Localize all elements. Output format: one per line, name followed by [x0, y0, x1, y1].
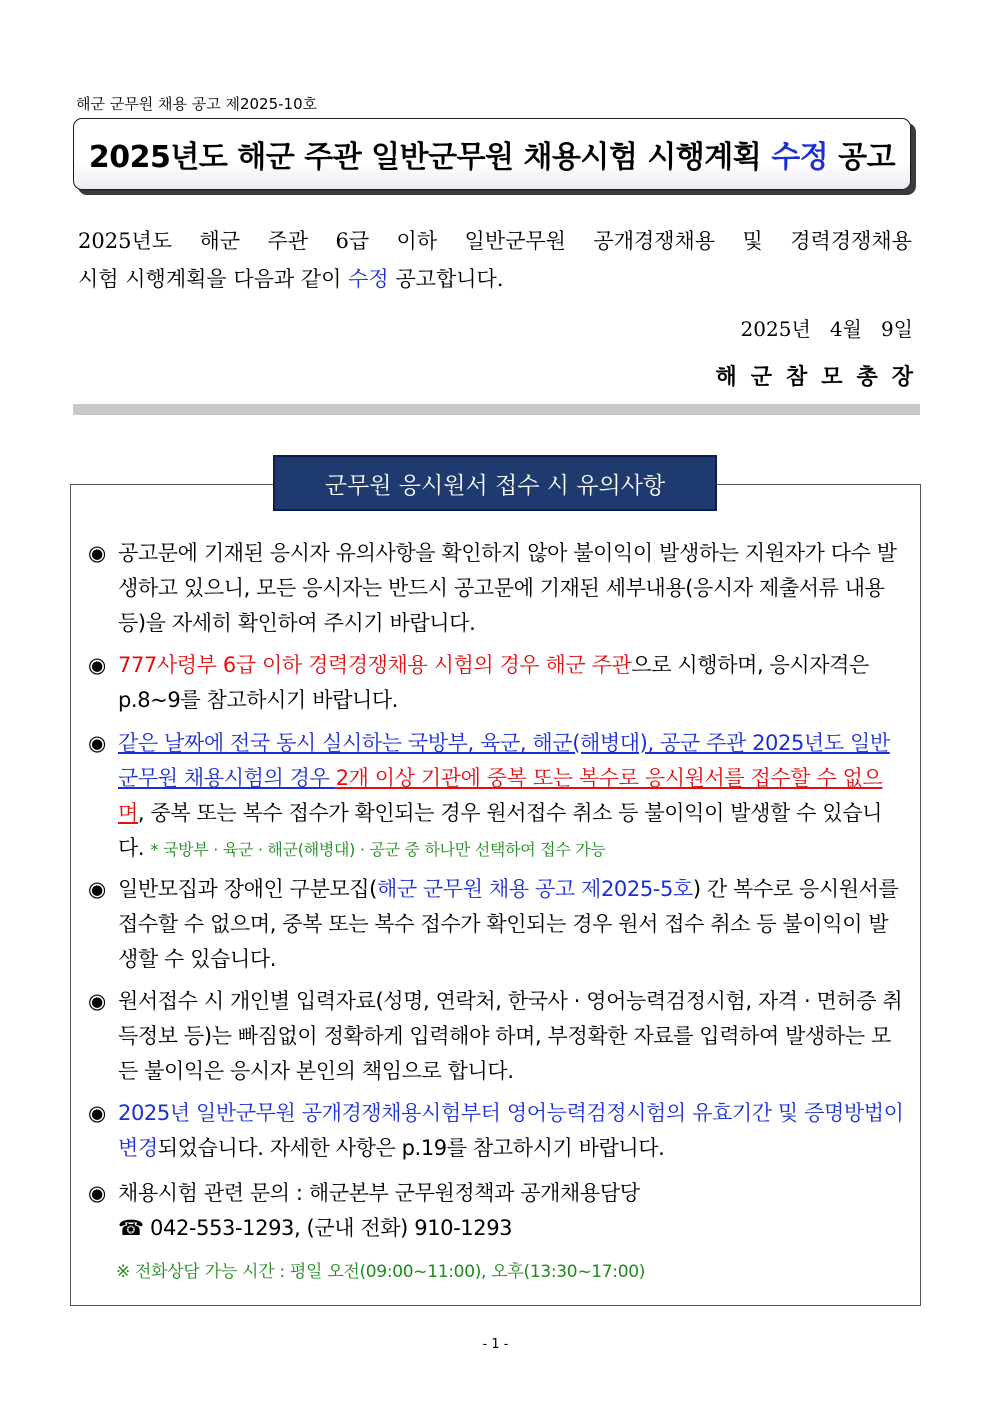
intro-line-2: 시험 시행계획을 다음과 같이 수정 공고합니다. — [78, 267, 504, 291]
bullet-icon: ◉ — [88, 989, 106, 1013]
intro-line-1: 2025년도 해군 주관 6급 이하 일반군무원 공개경쟁채용 및 경력경쟁채용 — [78, 229, 912, 253]
doc-number: 해군 군무원 채용 공고 제2025-10호 — [76, 95, 318, 113]
notice-item-6: ◉ 2025년 일반군무원 공개경쟁채용시험부터 영어능력검정시험의 유효기간 및 증명방법이 변경되었습니다. 자세한 사항은 p.19를 참고하시기 바랍니다. — [88, 1096, 908, 1166]
notice-item-5: ◉ 원서접수 시 개인별 입력자료(성명, 연락처, 한국사 · 영어능력검정시험, 자격 · 면허증 취득정보 등)는 빠짐없이 정확하게 입력해야 하며, 부정확한 자료를 입력하여 발생하는 모든 불이익은 응시자 본인의 책임으로 합니다. — [88, 984, 908, 1089]
bullet-icon: ◉ — [88, 653, 106, 677]
notice-heading: 군무원 응시원서 접수 시 유의사항 — [324, 472, 666, 499]
notice-item-3: ◉ 같은 날짜에 전국 동시 실시하는 국방부, 육군, 해군(해병대), 공군 주관 2025년도 일반군무원 채용시험의 경우 2개 이상 기관에 중복 또는 복수로 응시원서를 접수할 수 없으며, 중복 또는 복수 접수가 확인되는 경우 원서접수 취소 등 불이익이 발생할 수 있습니다. * 국방부 · 육군 · 해군(해병대) · 공군 중 하나만 선택하여 접수 가능 — [88, 726, 908, 867]
notice-item-4: ◉ 일반모집과 장애인 구분모집(해군 군무원 채용 공고 제2025-5호) 간 복수로 응시원서를 접수할 수 없으며, 중복 또는 복수 접수가 확인되는 경우 원서 접수 취소 등 불이익이 발생할 수 있습니다. — [88, 872, 908, 977]
notice-item-1: ◉ 공고문에 기재된 응시자 유의사항을 확인하지 않아 불이익이 발생하는 지원자가 다수 발생하고 있으니, 모든 응시자는 반드시 공고문에 기재된 세부내용(응시자 제출서류 내용 등)을 자세히 확인하여 주시기 바랍니다. — [88, 536, 908, 641]
title-highlight: 수정 — [771, 140, 829, 175]
notice-item-2: ◉ 777사령부 6급 이하 경력경쟁채용 시험의 경우 해군 주관으로 시행하며, 응시자격은 p.8~9를 참고하시기 바랍니다. — [88, 648, 908, 718]
intro-paragraph — [78, 222, 912, 298]
item3-note: * 국방부 · 육군 · 해군(해병대) · 공군 중 하나만 선택하여 접수 가능 — [150, 840, 606, 859]
bullet-icon: ◉ — [88, 1101, 106, 1125]
divider — [73, 404, 920, 415]
contact-phone: 042-553-1293, (군내 전화) 910-1293 — [150, 1216, 513, 1240]
footnote-hours: ※ 전화상담 가능 시간 : 평일 오전(09:00~11:00), 오후(13:30~17:00) — [116, 1262, 646, 1282]
title-box — [73, 118, 911, 190]
bullet-icon: ◉ — [88, 541, 106, 565]
bullet-icon: ◉ — [88, 1181, 106, 1205]
announcement-date: 2025년 4월 9일 — [740, 317, 913, 341]
bullet-icon: ◉ — [88, 731, 106, 755]
phone-icon: ☎ — [118, 1216, 144, 1240]
page-number: - 1 - — [482, 1337, 509, 1352]
bullet-icon: ◉ — [88, 877, 106, 901]
signer: 해군참모총장 — [715, 364, 927, 390]
notice-heading-tab — [273, 455, 717, 511]
page-title: 2025년도 해군 주관 일반군무원 채용시험 시행계획 수정 공고 — [88, 140, 896, 175]
notice-item-7: ◉ 채용시험 관련 문의 : 해군본부 군무원정책과 공개채용담당 ☎ 042-553-1293, (군내 전화) 910-1293 — [88, 1176, 908, 1246]
